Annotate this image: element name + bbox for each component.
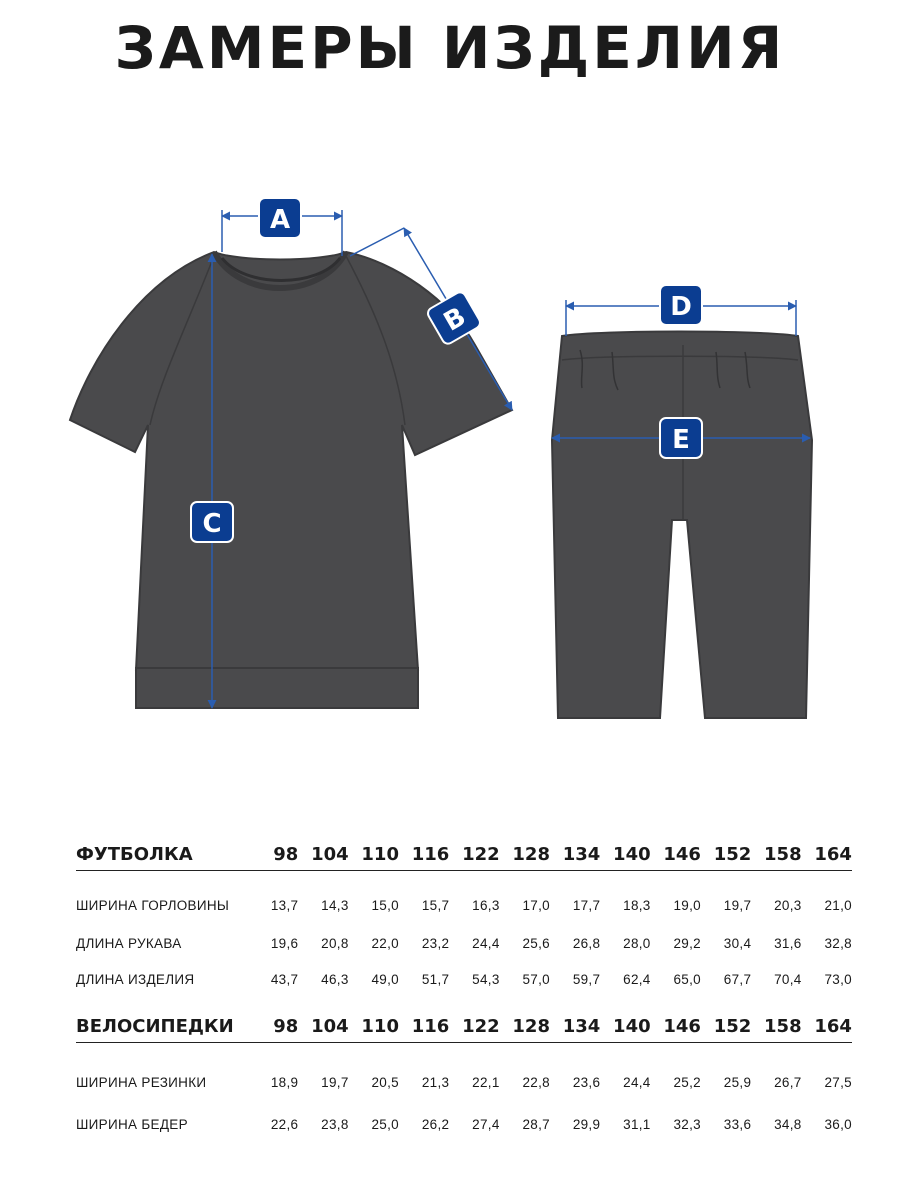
cell-value: 46,3 [321,971,349,987]
cell-value: 18,3 [623,897,651,913]
table-title: ФУТБОЛКА [76,843,193,865]
cell-value: 28,0 [623,935,651,951]
cell-value: 13,7 [270,897,299,913]
cell-value: 26,8 [572,935,601,951]
table-title: ВЕЛОСИПЕДКИ [76,1015,234,1037]
cell-value: 73,0 [824,971,852,987]
shorts-size-table [76,1010,852,1145]
size-header: 164 [814,1015,852,1037]
badge-d [660,285,702,325]
row-label: ДЛИНА ИЗДЕЛИЯ [76,971,195,987]
cell-value: 25,0 [371,1116,399,1132]
size-header: 158 [764,843,802,865]
row-label: ШИРИНА ГОРЛОВИНЫ [76,897,230,913]
cell-value: 24,4 [472,935,500,951]
cell-value: 33,6 [723,1116,752,1132]
svg-text:C: C [202,509,222,539]
cell-value: 28,7 [522,1116,550,1132]
size-header: 110 [361,843,399,865]
cell-value: 19,7 [321,1074,349,1090]
cell-value: 16,3 [472,897,500,913]
cell-value: 18,9 [270,1074,299,1090]
cell-value: 62,4 [623,971,651,987]
badge-c [191,502,233,542]
svg-text:D: D [670,292,692,322]
cell-value: 26,7 [774,1074,802,1090]
row-label: ШИРИНА БЕДЕР [76,1116,188,1132]
measure-tick [350,228,404,256]
cell-value: 23,2 [421,935,450,951]
cell-value: 19,6 [270,935,299,951]
size-header: 104 [311,1015,349,1037]
cell-value: 17,7 [572,897,601,913]
size-header: 98 [273,843,299,865]
cell-value: 25,6 [522,935,550,951]
cell-value: 20,3 [774,897,802,913]
cell-value: 22,6 [270,1116,299,1132]
cell-value: 17,0 [522,897,550,913]
cell-value: 21,3 [421,1074,450,1090]
cell-value: 29,2 [673,935,701,951]
table-row [76,1103,852,1145]
cell-value: 70,4 [774,971,802,987]
size-header: 104 [311,843,349,865]
size-header: 122 [462,843,500,865]
size-header: 146 [663,1015,701,1037]
cell-value: 22,1 [472,1074,500,1090]
cell-value: 49,0 [371,971,399,987]
cell-value: 31,6 [774,935,802,951]
cell-value: 30,4 [723,935,752,951]
size-header: 122 [462,1015,500,1037]
cell-value: 57,0 [522,971,550,987]
size-header: 98 [273,1015,299,1037]
size-header: 128 [512,1015,550,1037]
size-header: 116 [411,843,450,865]
page-title: ЗАМЕРЫ ИЗДЕЛИЯ [114,14,786,82]
cell-value: 32,3 [673,1116,701,1132]
size-header: 152 [713,843,752,865]
size-header: 116 [411,1015,450,1037]
table-row [76,885,852,925]
size-header: 128 [512,843,550,865]
table-row [76,925,852,961]
size-header: 110 [361,1015,399,1037]
cell-value: 36,0 [824,1116,852,1132]
cell-value: 22,8 [522,1074,550,1090]
badge-a [259,198,301,238]
cell-value: 27,4 [472,1116,500,1132]
table-row [76,961,852,997]
cell-value: 23,8 [321,1116,349,1132]
table-header [76,838,852,871]
cell-value: 54,3 [472,971,500,987]
cell-value: 14,3 [321,897,349,913]
svg-text:A: A [269,205,291,235]
cell-value: 59,7 [572,971,601,987]
size-header: 134 [562,1015,601,1037]
table-header [76,1010,852,1043]
cell-value: 25,2 [673,1074,701,1090]
cell-value: 19,0 [673,897,701,913]
cell-value: 23,6 [572,1074,601,1090]
size-header: 140 [613,1015,651,1037]
size-header: 140 [613,843,651,865]
size-header: 164 [814,843,852,865]
cell-value: 65,0 [673,971,701,987]
cell-value: 51,7 [421,971,450,987]
shorts-illustration [552,332,812,719]
cell-value: 29,9 [572,1116,601,1132]
cell-value: 15,0 [371,897,399,913]
cell-value: 31,1 [623,1116,651,1132]
row-label: ШИРИНА РЕЗИНКИ [76,1074,207,1090]
size-header: 134 [562,843,601,865]
cell-value: 20,8 [321,935,349,951]
cell-value: 15,7 [421,897,450,913]
size-header: 146 [663,843,701,865]
size-header: 152 [713,1015,752,1037]
cell-value: 43,7 [270,971,299,987]
cell-value: 19,7 [723,897,752,913]
cell-value: 20,5 [371,1074,399,1090]
cell-value: 22,0 [371,935,399,951]
svg-text:E: E [672,425,690,455]
cell-value: 34,8 [774,1116,802,1132]
svg-text:B: B [438,301,472,338]
cell-value: 25,9 [723,1074,752,1090]
tshirt-size-table [76,838,852,997]
cell-value: 26,2 [421,1116,450,1132]
cell-value: 32,8 [824,935,852,951]
cell-value: 67,7 [723,971,752,987]
cell-value: 27,5 [824,1074,852,1090]
size-header: 158 [764,1015,802,1037]
cell-value: 24,4 [623,1074,651,1090]
badge-e [660,418,702,458]
table-row [76,1061,852,1103]
cell-value: 21,0 [824,897,852,913]
row-label: ДЛИНА РУКАВА [76,935,182,951]
